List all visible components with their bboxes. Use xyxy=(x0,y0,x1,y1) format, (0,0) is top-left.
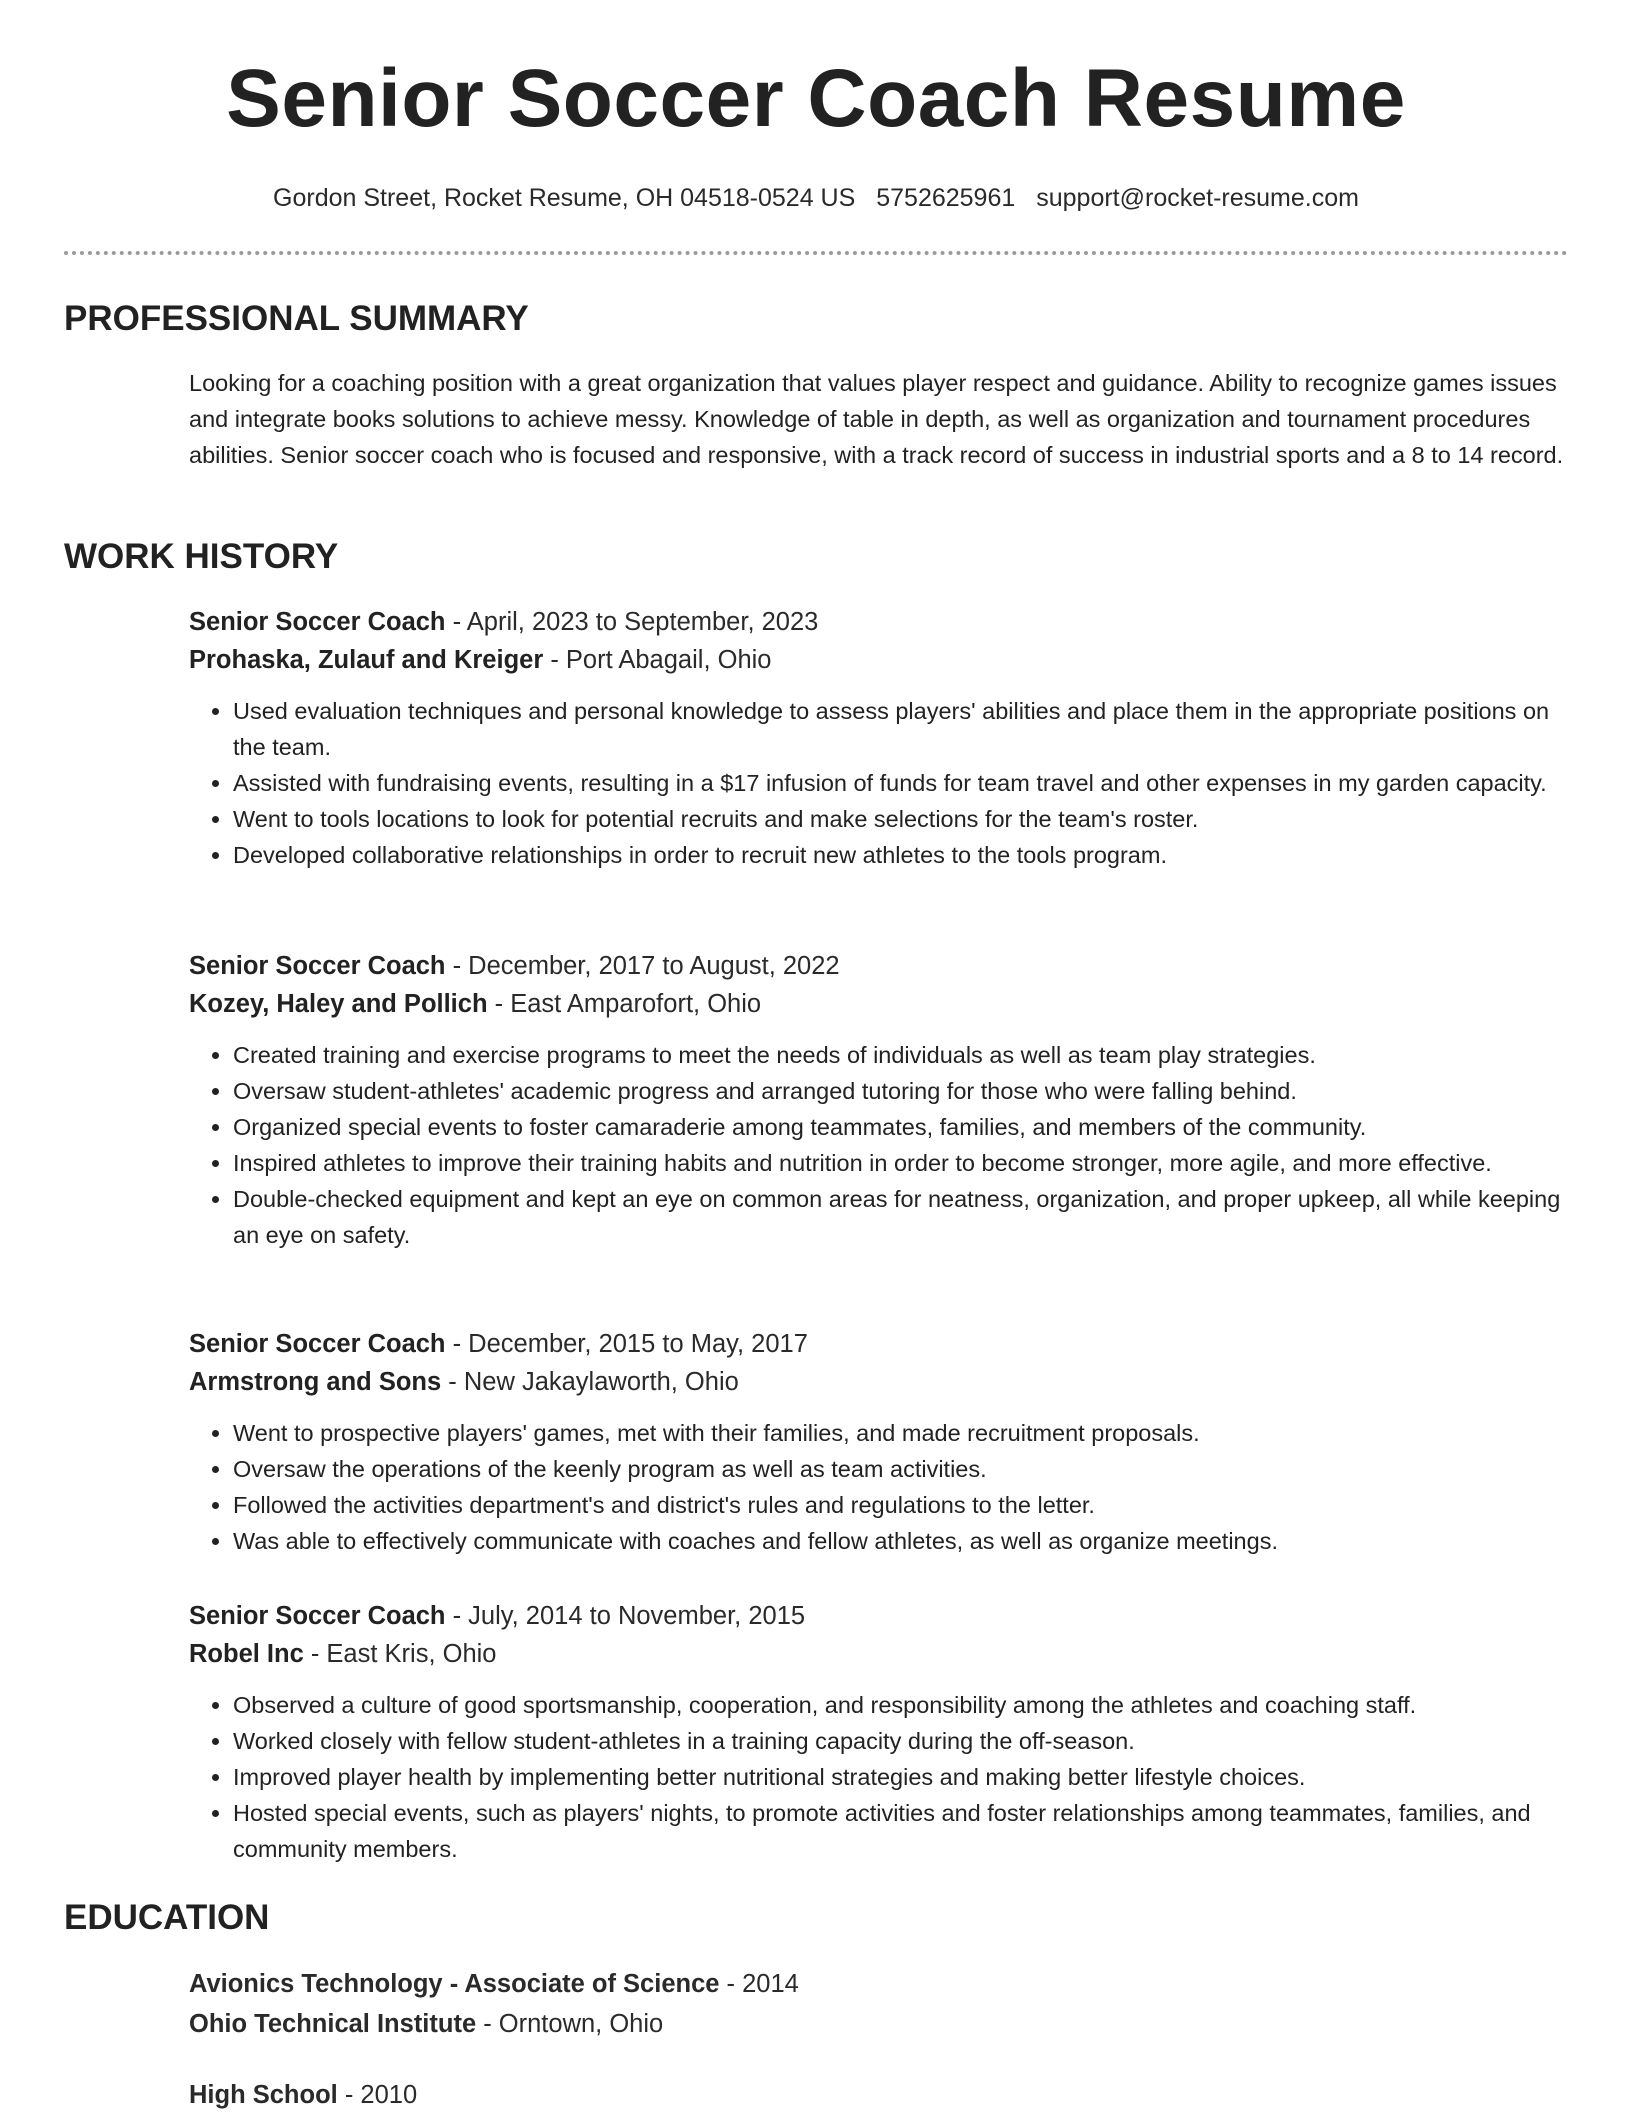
job-bullets xyxy=(189,693,1569,873)
job-dates: - April, 2023 to September, 2023 xyxy=(445,608,819,636)
degree-line xyxy=(189,1964,1569,2004)
job-entry xyxy=(189,1325,1569,1559)
job-bullet: • Oversaw the operations of the keenly program as well as team activities. xyxy=(233,1451,1569,1487)
contact-line xyxy=(0,182,1632,215)
job-bullet: • Created training and exercise programs to meet the needs of individuals as well as team play strategies. xyxy=(233,1037,1569,1073)
job-title-line xyxy=(189,1325,1569,1363)
job-title: Senior Soccer Coach xyxy=(189,1602,446,1630)
degree-year: - 2010 xyxy=(337,2081,418,2109)
job-company-line xyxy=(189,641,1569,679)
resume-title: Senior Soccer Coach Resume xyxy=(226,53,1406,144)
contact-address: Gordon Street, Rocket Resume, OH 04518-0524 US xyxy=(273,184,856,212)
job-title-line xyxy=(189,603,1569,641)
job-bullets xyxy=(189,1415,1569,1559)
degree-name: High School xyxy=(189,2081,338,2109)
job-bullet: • Hosted special events, such as players' nights, to promote activities and foster relationships among teammates, families, and community members. xyxy=(233,1795,1569,1867)
job-company-line xyxy=(189,985,1569,1023)
degree-name: Avionics Technology - Associate of Science xyxy=(189,1970,720,1998)
job-bullet: • Developed collaborative relationships in order to recruit new athletes to the tools program. xyxy=(233,837,1569,873)
job-entry xyxy=(189,947,1569,1253)
job-bullet: • Organized special events to foster camaraderie among teammates, families, and members of the community. xyxy=(233,1109,1569,1145)
job-bullet: • Was able to effectively communicate with coaches and fellow athletes, as well as organize meetings. xyxy=(233,1523,1569,1559)
job-company-line xyxy=(189,1363,1569,1401)
contact-email: support@rocket-resume.com xyxy=(1036,184,1359,212)
school-name: Ohio Technical Institute xyxy=(189,2010,477,2038)
job-bullet: • Oversaw student-athletes' academic progress and arranged tutoring for those who were falling behind. xyxy=(233,1073,1569,1109)
job-company: Armstrong and Sons xyxy=(189,1368,442,1396)
summary-text: Looking for a coaching position with a great organization that values player respect and guidance. Ability to recognize games issues and integrate books solutions to achieve messy. Knowledge of table in depth, as well as organization and tournament procedures abilities. Senior soccer coach who is focused and responsive, with a track record of success in industrial sports and a 8 to 14 record. xyxy=(189,370,1564,468)
job-company: Prohaska, Zulauf and Kreiger xyxy=(189,646,544,674)
education-heading: EDUCATION xyxy=(64,1898,270,1937)
education-entry xyxy=(189,2075,1569,2115)
job-bullet: • Went to tools locations to look for potential recruits and make selections for the team's roster. xyxy=(233,801,1569,837)
job-title: Senior Soccer Coach xyxy=(189,1330,446,1358)
job-bullet: • Used evaluation techniques and personal knowledge to assess players' abilities and place them in the appropriate positions on the team. xyxy=(233,693,1569,765)
school-line xyxy=(189,2004,1569,2044)
job-bullet: • Went to prospective players' games, met with their families, and made recruitment proposals. xyxy=(233,1415,1569,1451)
degree-year: - 2014 xyxy=(719,1970,799,1998)
job-location: - New Jakaylaworth, Ohio xyxy=(441,1368,739,1396)
job-company: Kozey, Haley and Pollich xyxy=(189,990,488,1018)
job-bullet: • Observed a culture of good sportsmanship, cooperation, and responsibility among the athletes and coaching staff. xyxy=(233,1687,1569,1723)
header-divider xyxy=(64,251,1568,255)
job-location: - Port Abagail, Ohio xyxy=(543,646,772,674)
job-title-line xyxy=(189,1597,1569,1635)
education-entry xyxy=(189,1964,1569,2044)
contact-phone: 5752625961 xyxy=(876,184,1016,212)
job-company-line xyxy=(189,1635,1569,1673)
job-dates: - December, 2017 to August, 2022 xyxy=(445,952,840,980)
job-location: - East Kris, Ohio xyxy=(303,1640,497,1668)
job-title: Senior Soccer Coach xyxy=(189,608,446,636)
job-bullet: • Assisted with fundraising events, resulting in a $17 infusion of funds for team travel and other expenses in my garden capacity. xyxy=(233,765,1569,801)
job-bullets xyxy=(189,1037,1569,1253)
degree-line xyxy=(189,2075,1569,2115)
job-location: - East Amparofort, Ohio xyxy=(487,990,762,1018)
job-entry xyxy=(189,603,1569,873)
job-bullet: • Inspired athletes to improve their training habits and nutrition in order to become stronger, more agile, and more effective. xyxy=(233,1145,1569,1181)
job-bullet: • Improved player health by implementing better nutritional strategies and making better lifestyle choices. xyxy=(233,1759,1569,1795)
job-bullets xyxy=(189,1687,1569,1867)
school-location: - Orntown, Ohio xyxy=(476,2010,664,2038)
job-title-line xyxy=(189,947,1569,985)
job-bullet: • Worked closely with fellow student-athletes in a training capacity during the off-season. xyxy=(233,1723,1569,1759)
job-dates: - July, 2014 to November, 2015 xyxy=(445,1602,806,1630)
job-company: Robel Inc xyxy=(189,1640,304,1668)
job-dates: - December, 2015 to May, 2017 xyxy=(445,1330,808,1358)
job-bullet: • Followed the activities department's and district's rules and regulations to the letter. xyxy=(233,1487,1569,1523)
job-bullet: • Double-checked equipment and kept an eye on common areas for neatness, organization, and proper upkeep, all while keeping an eye on safety. xyxy=(233,1181,1569,1253)
summary-heading: PROFESSIONAL SUMMARY xyxy=(64,299,529,338)
job-entry xyxy=(189,1597,1569,1867)
job-title: Senior Soccer Coach xyxy=(189,952,446,980)
work-history-heading: WORK HISTORY xyxy=(64,537,339,576)
